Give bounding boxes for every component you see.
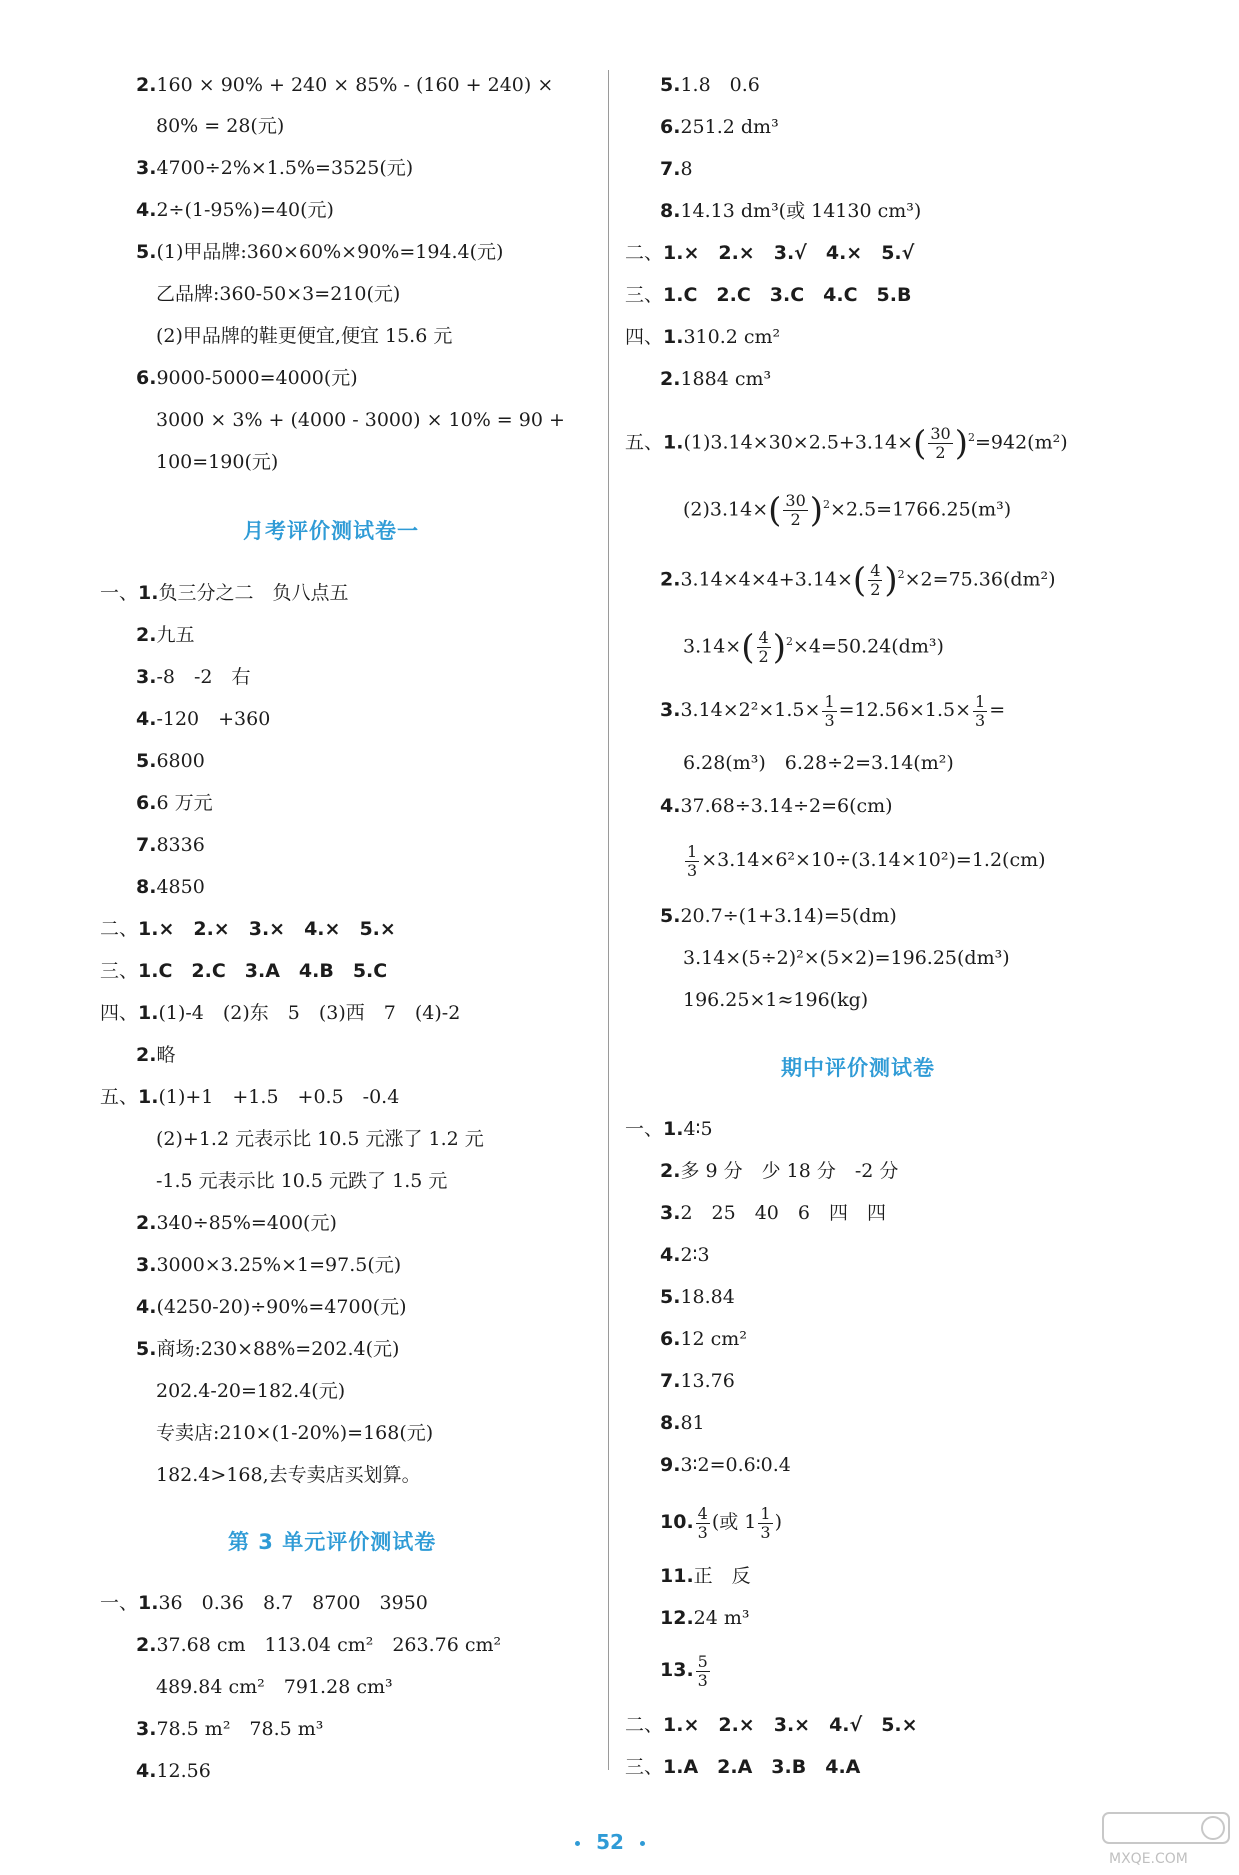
answer-line: 3.2 25 40 6 四 四 <box>660 1202 886 1224</box>
answer-line: 3.-8 -2 右 <box>136 666 251 688</box>
answer-line: 80% = 28(元) <box>156 115 285 137</box>
answer-line: 3.4700÷2%×1.5%=3525(元) <box>136 157 414 179</box>
formula-line: 3.3.14×2²×1.5× $\frac{1}{3}$ =12.56×1.5× $\frac{1}{3}$ = <box>660 691 1006 730</box>
answer-line: -1.5 元表示比 10.5 元跌了 1.5 元 <box>156 1170 448 1192</box>
answer-line: 489.84 cm² 791.28 cm³ <box>156 1676 393 1698</box>
answer-line: 专卖店:210×(1-20%)=168(元) <box>156 1422 434 1444</box>
answer-line: 2.37.68 cm 113.04 cm² 263.76 cm² <box>136 1634 502 1656</box>
fraction: $\frac{4}{2}$ <box>870 560 881 599</box>
answer-line: 5.18.84 <box>660 1286 735 1308</box>
answer-line: 5.20.7÷(1+3.14)=5(dm) <box>660 905 897 927</box>
answer-line: 4.37.68÷3.14÷2=6(cm) <box>660 795 893 817</box>
fraction: $\frac{4}{3}$ <box>697 1503 708 1542</box>
answer-line: (2)甲品牌的鞋更便宜,便宜 15.6 元 <box>156 325 453 347</box>
fraction: $\frac{1}{3}$ <box>824 691 835 730</box>
answer-line: 3.3000×3.25%×1=97.5(元) <box>136 1254 402 1276</box>
answer-line: 11.正 反 <box>660 1565 751 1587</box>
answer-line: 2.九五 <box>136 624 195 646</box>
answer-line: 5.1.8 0.6 <box>660 74 760 96</box>
formula-line: 10. $\frac{4}{3}$ (或 1 $\frac{1}{3}$ ) <box>660 1503 783 1542</box>
dot-decoration <box>575 1841 580 1846</box>
answer-line: 6.12 cm² <box>660 1328 747 1350</box>
answer-line: 2.1884 cm³ <box>660 368 772 390</box>
answer-line: 二、1.× 2.× 3.√ 4.× 5.√ <box>625 242 915 264</box>
answer-line: 4.2÷(1-95%)=40(元) <box>136 199 334 221</box>
formula-line: 3.14×( $\frac{4}{2}$ )$^2$×4=50.24(dm³) <box>683 627 944 668</box>
answer-line: (2)+1.2 元表示比 10.5 元涨了 1.2 元 <box>156 1128 484 1150</box>
fraction: $\frac{1}{3}$ <box>760 1503 771 1542</box>
answer-line: 三、1.C 2.C 3.C 4.C 5.B <box>625 284 912 306</box>
section-heading: 期中评价测试卷 <box>781 1056 935 1080</box>
answer-line: 二、1.× 2.× 3.× 4.√ 5.× <box>625 1714 918 1736</box>
fraction: $\frac{4}{2}$ <box>758 627 769 666</box>
answer-line: 4.2∶3 <box>660 1244 710 1266</box>
answer-line: 8.14.13 dm³(或 14130 cm³) <box>660 200 922 222</box>
answer-line: 5.商场:230×88%=202.4(元) <box>136 1338 400 1360</box>
section-heading: 月考评价测试卷一 <box>243 519 419 543</box>
answer-line: 3000 × 3% + (4000 - 3000) × 10% = 90 + <box>156 409 565 431</box>
column-divider <box>608 70 609 1770</box>
answer-line: 6.9000-5000=4000(元) <box>136 367 358 389</box>
watermark-text: MXQE.COM <box>1109 1851 1188 1867</box>
answer-line: 202.4-20=182.4(元) <box>156 1380 346 1402</box>
answer-line: 一、1.36 0.36 8.7 8700 3950 <box>100 1592 428 1614</box>
answer-line: 二、1.× 2.× 3.× 4.× 5.× <box>100 918 396 940</box>
section-heading: 第 3 单元评价测试卷 <box>228 1530 437 1554</box>
answer-line: 7.8336 <box>136 834 205 856</box>
answer-line: 一、1.4∶5 <box>625 1118 713 1140</box>
dot-decoration <box>640 1841 645 1846</box>
answer-line: 9.3∶2=0.6∶0.4 <box>660 1454 791 1476</box>
answer-line: 6.28(m³) 6.28÷2=3.14(m²) <box>683 752 954 774</box>
answer-line: 2.340÷85%=400(元) <box>136 1212 337 1234</box>
answer-line: 196.25×1≈196(kg) <box>683 989 869 1011</box>
answer-line: 3.78.5 m² 78.5 m³ <box>136 1718 324 1740</box>
fraction: $\frac{30}{2}$ <box>930 423 951 462</box>
answer-line: 4.12.56 <box>136 1760 211 1782</box>
answer-line: 100=190(元) <box>156 451 279 473</box>
answer-line: 五、1.(1)+1 +1.5 +0.5 -0.4 <box>100 1086 400 1108</box>
page-number: 52 <box>540 1830 680 1854</box>
fraction: $\frac{30}{2}$ <box>785 490 806 529</box>
formula-line: (2)3.14×( $\frac{30}{2}$ )$^2$×2.5=1766.25(m³) <box>683 490 1012 531</box>
answer-line: 5.(1)甲品牌:360×60%×90%=194.4(元) <box>136 241 504 263</box>
formula-line: 五、1.(1)3.14×30×2.5+3.14×( $\frac{30}{2}$ )$^2$=942(m²) <box>625 423 1068 464</box>
answer-line: 一、1.负三分之二 负八点五 <box>100 582 349 604</box>
answer-line: 三、1.A 2.A 3.B 4.A <box>625 1756 861 1778</box>
formula-line: $\frac{1}{3}$ ×3.14×6²×10÷(3.14×10²)=1.2(cm) <box>687 841 1046 880</box>
answer-line: 2.160 × 90% + 240 × 85% - (160 + 240) × <box>136 74 554 96</box>
watermark-logo <box>1101 1811 1231 1869</box>
answer-line: 6.6 万元 <box>136 792 213 814</box>
formula-line: 13. $\frac{5}{3}$ <box>660 1651 708 1690</box>
answer-line: 2.略 <box>136 1044 176 1066</box>
answer-line: 4.(4250-20)÷90%=4700(元) <box>136 1296 407 1318</box>
answer-line: 乙品牌:360-50×3=210(元) <box>156 283 401 305</box>
answer-line: 7.13.76 <box>660 1370 735 1392</box>
answer-line: 6.251.2 dm³ <box>660 116 779 138</box>
fraction: $\frac{1}{3}$ <box>687 841 698 880</box>
answer-line: 四、1.(1)-4 (2)东 5 (3)西 7 (4)-2 <box>100 1002 461 1024</box>
answer-line: 四、1.310.2 cm² <box>625 326 781 348</box>
answer-line: 3.14×(5÷2)²×(5×2)=196.25(dm³) <box>683 947 1010 969</box>
fraction: $\frac{1}{3}$ <box>975 691 986 730</box>
answer-line: 4.-120 +360 <box>136 708 271 730</box>
answer-line: 2.多 9 分 少 18 分 -2 分 <box>660 1160 899 1182</box>
answer-line: 182.4>168,去专卖店买划算。 <box>156 1464 421 1486</box>
answer-line: 7.8 <box>660 158 693 180</box>
formula-line: 2.3.14×4×4+3.14×( $\frac{4}{2}$ )$^2$×2=75.36(dm²) <box>660 560 1056 601</box>
answer-line: 5.6800 <box>136 750 205 772</box>
answer-line: 8.4850 <box>136 876 205 898</box>
fraction: $\frac{5}{3}$ <box>697 1651 708 1690</box>
answer-line: 12.24 m³ <box>660 1607 750 1629</box>
answer-line: 8.81 <box>660 1412 705 1434</box>
answer-line: 三、1.C 2.C 3.A 4.B 5.C <box>100 960 388 982</box>
